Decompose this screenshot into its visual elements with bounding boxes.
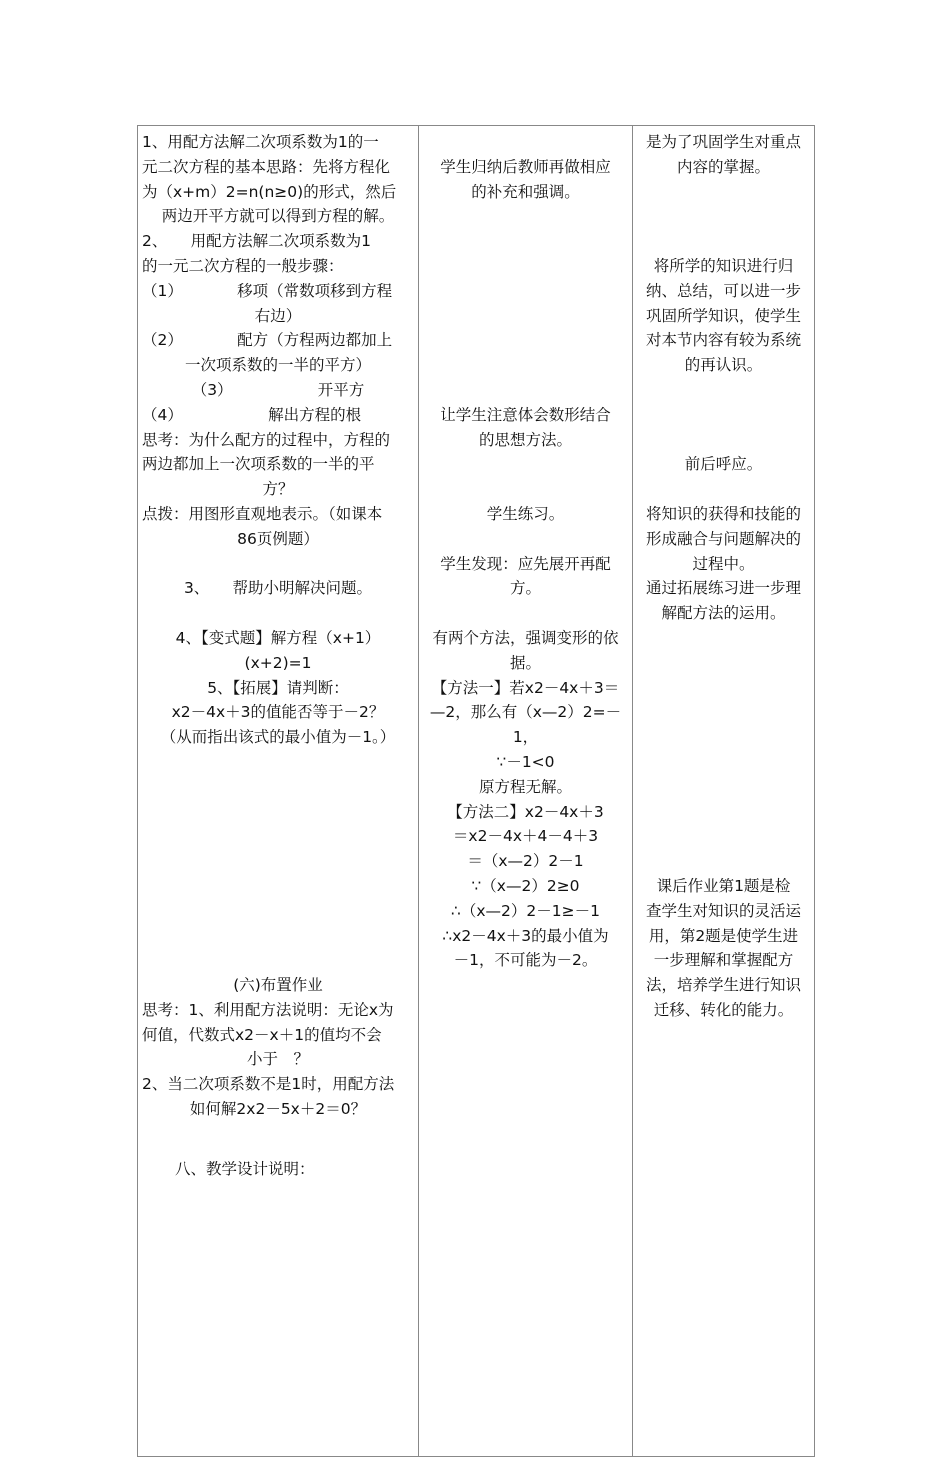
text-line: ∵－1<0	[496, 752, 555, 771]
text-line	[637, 626, 810, 651]
text-line	[637, 750, 810, 775]
table-row	[138, 126, 815, 1457]
text-line: 法，培养学生进行知识	[645, 976, 801, 995]
text-line: 的一元二次方程的一般步骤：	[142, 256, 344, 275]
spacer	[142, 750, 414, 973]
homework-lines	[142, 998, 414, 1122]
text-line: 右边）	[254, 306, 302, 325]
text-line: 学生发现：应先展开再配	[440, 554, 611, 573]
text-line	[637, 651, 810, 676]
text-line: 方？	[262, 480, 294, 499]
text-line: 【方法二】x2－4x＋3	[447, 802, 604, 821]
text-line: 学生归纳后教师再做相应	[440, 157, 611, 176]
text-line	[423, 477, 628, 502]
text-line: （4） 解出方程的根	[142, 405, 362, 424]
text-line: —2，那么有（x—2）2=－	[429, 703, 622, 722]
teaching-content-cell	[138, 126, 419, 1457]
text-line	[637, 378, 810, 403]
text-line: 据。	[509, 653, 541, 672]
text-line: ∴x2－4x＋3的最小值为	[442, 926, 609, 945]
text-line: 1、用配方法解二次项系数为1的一	[142, 133, 379, 151]
text-line: 对本节内容有较为系统	[645, 331, 801, 350]
text-line: 通过拓展练习进一步理	[645, 579, 801, 598]
text-line: x2－4x＋3的值能否等于－2？	[171, 703, 385, 722]
text-line: 两边开平方就可以得到方程的解。	[161, 207, 395, 226]
student-activity-cell	[419, 126, 633, 1457]
homework-title: (六)布置作业	[233, 975, 323, 994]
text-line	[637, 477, 810, 502]
text-line	[423, 328, 628, 353]
text-line: 如何解2x2－5x＋2＝0？	[189, 1099, 367, 1118]
text-line: 有两个方法，强调变形的依	[432, 628, 619, 647]
text-line: 一步理解和掌握配方	[653, 951, 794, 970]
text-line: －1，不可能为－2。	[453, 951, 598, 970]
text-line: 小于 ？	[246, 1050, 309, 1069]
text-line: ＝x2－4x＋4－4＋3	[452, 827, 599, 846]
text-line: 元二次方程的基本思路：先将方程化	[142, 157, 391, 176]
text-line: 两边都加上一次项系数的一半的平	[142, 455, 375, 474]
text-line: 3、 帮助小明解决问题。	[183, 579, 373, 598]
text-line: ∴（x—2）2－1≥－1	[451, 901, 600, 920]
text-line: （3） 开平方	[191, 380, 365, 399]
text-line	[423, 254, 628, 279]
text-line	[423, 279, 628, 304]
text-line: 学生练习。	[486, 504, 565, 523]
teaching-content-lines	[142, 130, 414, 750]
text-line	[423, 527, 628, 552]
text-line: （2） 配方（方程两边都加上	[142, 331, 393, 350]
text-line	[637, 725, 810, 750]
text-line: 4、【变式题】解方程（x+1）	[175, 628, 381, 647]
text-line: 为（x+m）2=n(n≥0)的形式，然后	[142, 182, 397, 201]
text-line: 方。	[509, 579, 541, 598]
text-line: 解配方法的运用。	[661, 604, 786, 623]
text-line: 【方法一】若x2－4x＋3＝	[431, 678, 620, 697]
text-line: ＝（x—2）2－1	[467, 852, 584, 871]
text-line	[637, 824, 810, 849]
text-line	[637, 180, 810, 205]
text-line: 5、【拓展】请判断：	[207, 678, 349, 697]
text-line	[423, 130, 628, 155]
text-line	[423, 353, 628, 378]
text-line	[637, 775, 810, 800]
text-line	[142, 601, 414, 626]
text-line: 用，第2题是使学生进	[648, 926, 799, 945]
text-line: （1） 移项（常数项移到方程	[142, 281, 393, 300]
text-line	[637, 700, 810, 725]
text-line	[637, 800, 810, 825]
text-line: ∵（x—2）2≥0	[471, 876, 580, 895]
text-line: 的再认识。	[684, 356, 763, 375]
text-line: 的补充和强调。	[471, 182, 580, 201]
text-line: 迁移、转化的能力。	[653, 1000, 794, 1019]
text-line: 课后作业第1题是检	[656, 876, 791, 895]
text-line: 点拨：用图形直观地表示。（如课本	[142, 504, 383, 523]
text-line: 形成融合与问题解决的	[645, 529, 801, 548]
text-line: 查学生对知识的灵活运	[645, 901, 801, 920]
design-intent-lines	[637, 130, 810, 1023]
text-line	[423, 304, 628, 329]
text-line: 86页例题）	[237, 529, 319, 548]
student-activity-lines	[423, 130, 628, 973]
text-line: 原方程无解。	[478, 777, 572, 796]
text-line: 2、 用配方法解二次项系数为1	[142, 232, 371, 251]
text-line	[423, 378, 628, 403]
text-line	[423, 452, 628, 477]
text-line: 将知识的获得和技能的	[645, 504, 801, 523]
design-intent-cell	[633, 126, 815, 1457]
text-line: 思考：1、利用配方法说明：无论x为	[142, 1000, 394, 1019]
text-line: 巩固所学知识，使学生	[645, 306, 801, 325]
text-line: （从而指出该式的最小值为－1。）	[160, 728, 396, 747]
lesson-table	[137, 125, 815, 1457]
text-line: 何值，代数式x2－x＋1的值均不会	[142, 1025, 382, 1044]
text-line	[637, 403, 810, 428]
text-line: 思考：为什么配方的过程中，方程的	[142, 430, 391, 449]
text-line	[637, 428, 810, 453]
text-line: 纳、总结，可以进一步	[645, 281, 801, 300]
text-line: 内容的掌握。	[676, 157, 770, 176]
text-line: 的思想方法。	[478, 430, 572, 449]
text-line: 让学生注意体会数形结合	[440, 405, 611, 424]
text-line: (x+2)=1	[244, 653, 312, 672]
text-line	[637, 204, 810, 229]
text-line	[423, 204, 628, 229]
text-line	[637, 229, 810, 254]
section-heading-design-notes: 八、教学设计说明：	[175, 1160, 315, 1178]
text-line: 前后呼应。	[684, 455, 763, 474]
text-line	[423, 229, 628, 254]
text-line: 1，	[512, 728, 539, 747]
text-line	[142, 552, 414, 577]
text-line: 一次项系数的一半的平方）	[184, 356, 371, 375]
text-line: 2、当二次项系数不是1时，用配方法	[142, 1075, 395, 1094]
text-line	[423, 601, 628, 626]
text-line: 是为了巩固学生对重点	[645, 133, 801, 151]
text-line: 将所学的知识进行归	[653, 256, 794, 275]
text-line	[637, 676, 810, 701]
text-line	[637, 849, 810, 874]
text-line: 过程中。	[692, 554, 755, 573]
